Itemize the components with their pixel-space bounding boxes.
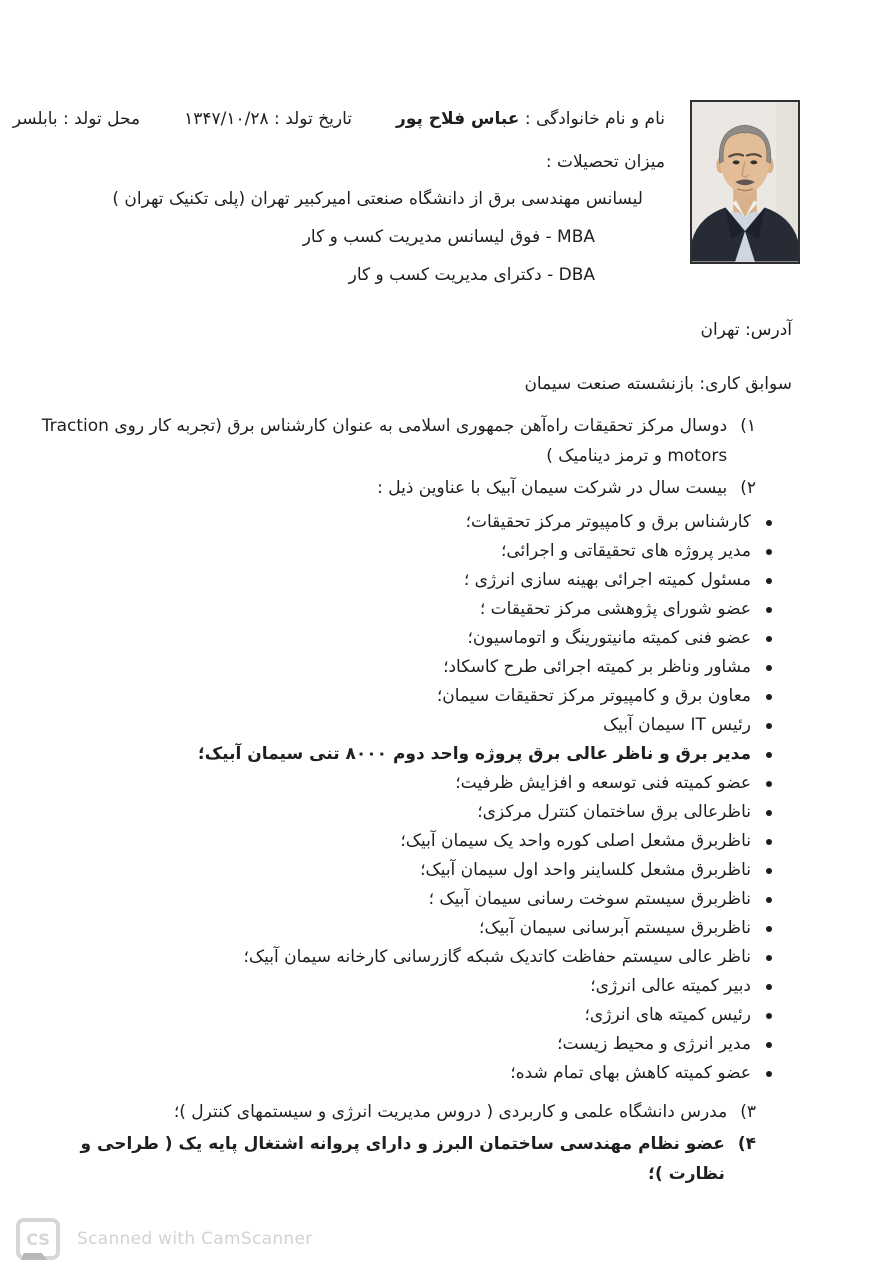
portrait-illustration xyxy=(692,102,798,262)
bullet-dot-icon xyxy=(766,1071,772,1077)
education-degree-bsc: لیسانس مهندسی برق از دانشگاه صنعتی امیرکبیر تهران (پلی تکنیک تهران ) xyxy=(112,189,643,209)
bullet-item xyxy=(36,827,772,856)
bullet-item xyxy=(36,508,772,537)
education-degree-dba: DBA - دکترای مدیریت کسب و کار xyxy=(348,265,595,285)
bullet-text: ناظربرق سیستم آبرسانی سیمان آبیک؛ xyxy=(479,918,751,938)
bullet-text: دبیر کمیته عالی انرژی؛ xyxy=(590,976,751,996)
bullet-dot-icon xyxy=(766,781,772,787)
bullet-item xyxy=(36,1059,772,1088)
bullet-text: مسئول کمیته اجرائی بهینه سازی انرژی ؛ xyxy=(463,570,751,590)
bullet-text: معاون برق و کامپیوتر مرکز تحقیقات سیمان؛ xyxy=(436,686,751,706)
bullet-text: ناظرعالی برق ساختمان کنترل مرکزی؛ xyxy=(477,802,751,822)
bullet-dot-icon xyxy=(766,665,772,671)
work-history-label: سوابق کاری: xyxy=(699,374,792,394)
work-history-line xyxy=(36,371,792,397)
bullet-dot-icon xyxy=(766,1042,772,1048)
bullet-dot-icon xyxy=(766,955,772,961)
titles-bullet-list xyxy=(36,505,792,1090)
bullet-item xyxy=(36,537,772,566)
camscanner-icon-label: CS xyxy=(26,1229,50,1249)
cv-body xyxy=(36,317,792,1191)
camscanner-icon-base xyxy=(21,1253,47,1260)
bullet-text: عضو فنی کمیته مانیتورینگ و اتوماسیون؛ xyxy=(467,628,751,648)
bullet-text: مدیر پروژه های تحقیقاتی و اجرائی؛ xyxy=(500,541,751,561)
experience-item-1 xyxy=(36,411,792,471)
bullet-item xyxy=(36,595,772,624)
education-label: میزان تحصیلات : xyxy=(545,152,665,172)
item-number: ۴) xyxy=(737,1134,756,1154)
bullet-text: ناظر عالی سیستم حفاظت کاتدیک شبکه گازرسانی کارخانه سیمان آبیک؛ xyxy=(243,947,751,967)
bullet-item xyxy=(36,943,772,972)
bullet-item xyxy=(36,1001,772,1030)
item-number: ۱) xyxy=(740,416,756,436)
bullet-text: کارشناس برق و کامپیوتر مرکز تحقیقات؛ xyxy=(465,512,751,532)
camscanner-watermark xyxy=(16,1218,313,1260)
bullet-dot-icon xyxy=(766,1013,772,1019)
bullet-text: ناظربرق مشعل اصلی کوره واحد یک سیمان آبیک؛ xyxy=(400,831,751,851)
experience-item-3 xyxy=(36,1097,792,1127)
bullet-item xyxy=(36,653,772,682)
item-text: مدرس دانشگاه علمی و کاربردی ( دروس مدیریت انرژی و سیستمهای کنترل )؛ xyxy=(173,1102,728,1122)
bullet-text: رئیس IT سیمان آبیک xyxy=(602,715,751,735)
bullet-dot-icon xyxy=(766,984,772,990)
bullet-text: ناظربرق سیستم سوخت رسانی سیمان آبیک ؛ xyxy=(428,889,751,909)
bullet-item xyxy=(36,856,772,885)
header-block xyxy=(12,106,665,289)
bullet-item xyxy=(36,682,772,711)
name-value: عباس فلاح پور xyxy=(396,109,520,129)
item-text: عضو نظام مهندسی ساختمان البرز و دارای پروانه اشتغال پایه یک ( طراحی و نظارت )؛ xyxy=(80,1134,725,1184)
bullet-dot-icon xyxy=(766,926,772,932)
bullet-text: عضو کمیته فنی توسعه و افزایش ظرفیت؛ xyxy=(455,773,751,793)
bullet-text: مدیر برق و ناظر عالی برق پروژه واحد دوم ۸۰۰۰ تنی سیمان آبیک؛ xyxy=(197,744,751,764)
bullet-text: عضو شورای پژوهشی مرکز تحقیقات ؛ xyxy=(479,599,751,619)
birth-place: محل تولد : بابلسر xyxy=(12,109,141,129)
name-label: نام و نام خانوادگی : xyxy=(524,109,665,129)
identity-row xyxy=(12,106,665,132)
bullet-dot-icon xyxy=(766,868,772,874)
bullet-item xyxy=(36,914,772,943)
bullet-dot-icon xyxy=(766,578,772,584)
camscanner-icon xyxy=(16,1218,60,1260)
address-line: آدرس: تهران xyxy=(700,320,792,340)
bullet-dot-icon xyxy=(766,607,772,613)
bullet-item xyxy=(36,566,772,595)
bullet-dot-icon xyxy=(766,723,772,729)
bullet-dot-icon xyxy=(766,694,772,700)
bullet-dot-icon xyxy=(766,549,772,555)
item-number: ۲) xyxy=(740,478,756,498)
bullet-text: مشاور وناظر بر کمیته اجرائی طرح کاسکاد؛ xyxy=(443,657,751,677)
education-degree-mba: MBA - فوق لیسانس مدیریت کسب و کار xyxy=(302,227,595,247)
bullet-item xyxy=(36,798,772,827)
bullet-item xyxy=(36,972,772,1001)
bullet-text: مدیر انرژی و محیط زیست؛ xyxy=(557,1034,751,1054)
camscanner-text: Scanned with CamScanner xyxy=(77,1229,313,1249)
bullet-dot-icon xyxy=(766,520,772,526)
bullet-text: رئیس کمیته های انرژی؛ xyxy=(584,1005,751,1025)
bullet-item-bold xyxy=(36,740,772,769)
bullet-text: عضو کمیته کاهش بهای تمام شده؛ xyxy=(510,1063,751,1083)
bullet-dot-icon xyxy=(766,636,772,642)
full-name xyxy=(396,106,665,132)
work-history-value: بازنشسته صنعت سیمان xyxy=(524,374,694,394)
experience-item-2 xyxy=(36,473,792,503)
experience-item-4 xyxy=(36,1129,792,1189)
bullet-item xyxy=(36,885,772,914)
portrait-photo xyxy=(690,100,800,264)
bullet-dot-icon xyxy=(766,839,772,845)
bullet-item xyxy=(36,1030,772,1059)
bullet-text: ناظربرق مشعل کلساینر واحد اول سیمان آبیک؛ xyxy=(420,860,751,880)
bullet-dot-icon xyxy=(766,897,772,903)
item-text: بیست سال در شرکت سیمان آبیک با عناوین ذیل : xyxy=(377,478,728,498)
item-number: ۳) xyxy=(740,1102,756,1122)
bullet-item xyxy=(36,769,772,798)
bullet-dot-icon xyxy=(766,752,772,758)
bullet-item xyxy=(36,711,772,740)
item-text: دوسال مرکز تحقیقات راه‌آهن جمهوری اسلامی به عنوان کارشناس برق (تجربه کار روی Traction motors و ترمز دینامیک ) xyxy=(41,416,728,466)
bullet-dot-icon xyxy=(766,810,772,816)
bullet-item xyxy=(36,624,772,653)
birth-date: تاریخ تولد : ۱۳۴۷/۱۰/۲۸ xyxy=(184,109,353,129)
